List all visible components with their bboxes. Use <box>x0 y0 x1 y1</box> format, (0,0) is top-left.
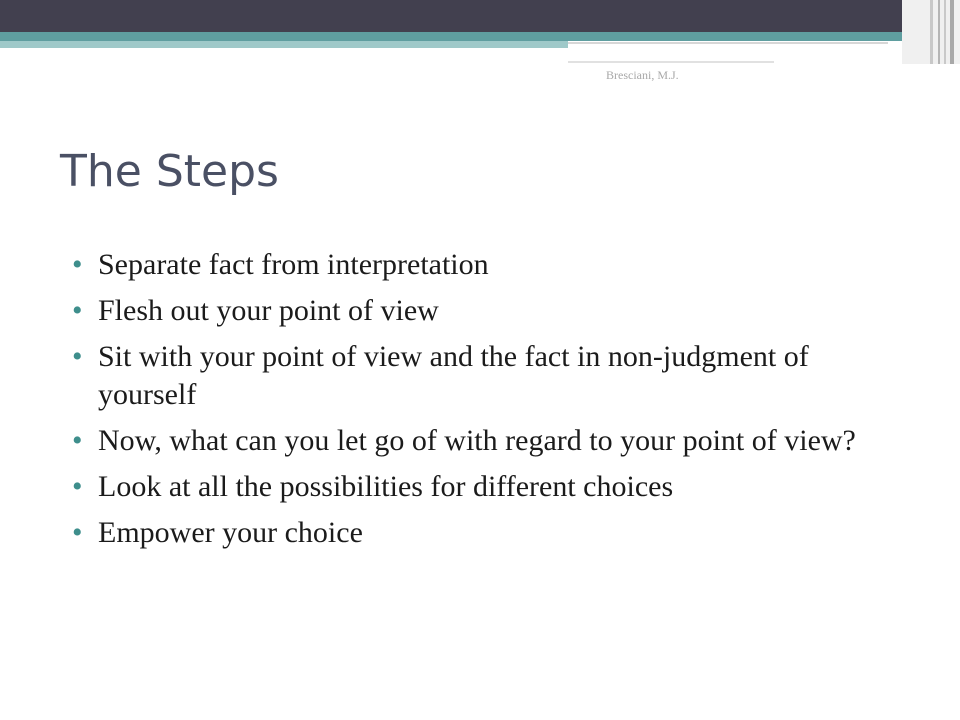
corner-stripe <box>950 0 954 64</box>
slide-title: The Steps <box>60 146 279 197</box>
bullet-item: • Empower your choice <box>72 514 902 552</box>
corner-stripe <box>944 0 946 64</box>
bullet-list <box>72 246 902 560</box>
author-label: Bresciani, M.J. <box>606 68 679 82</box>
bullet-item: • Sit with your point of view and the fact in non-judgment of yourself <box>72 338 902 414</box>
header-rule-line-secondary <box>568 61 774 63</box>
header-rule-line <box>568 42 888 44</box>
header-banner-teal <box>0 32 960 41</box>
corner-stripe <box>930 0 933 64</box>
bullet-item: • Separate fact from interpretation <box>72 246 902 284</box>
header-banner-dark <box>0 0 960 34</box>
corner-stripe <box>938 0 940 64</box>
header-banner-light-teal <box>0 41 568 48</box>
bullet-item: • Flesh out your point of view <box>72 292 902 330</box>
bullet-item: • Now, what can you let go of with regard to your point of view? <box>72 422 902 460</box>
bullet-item: • Look at all the possibilities for different choices <box>72 468 902 506</box>
